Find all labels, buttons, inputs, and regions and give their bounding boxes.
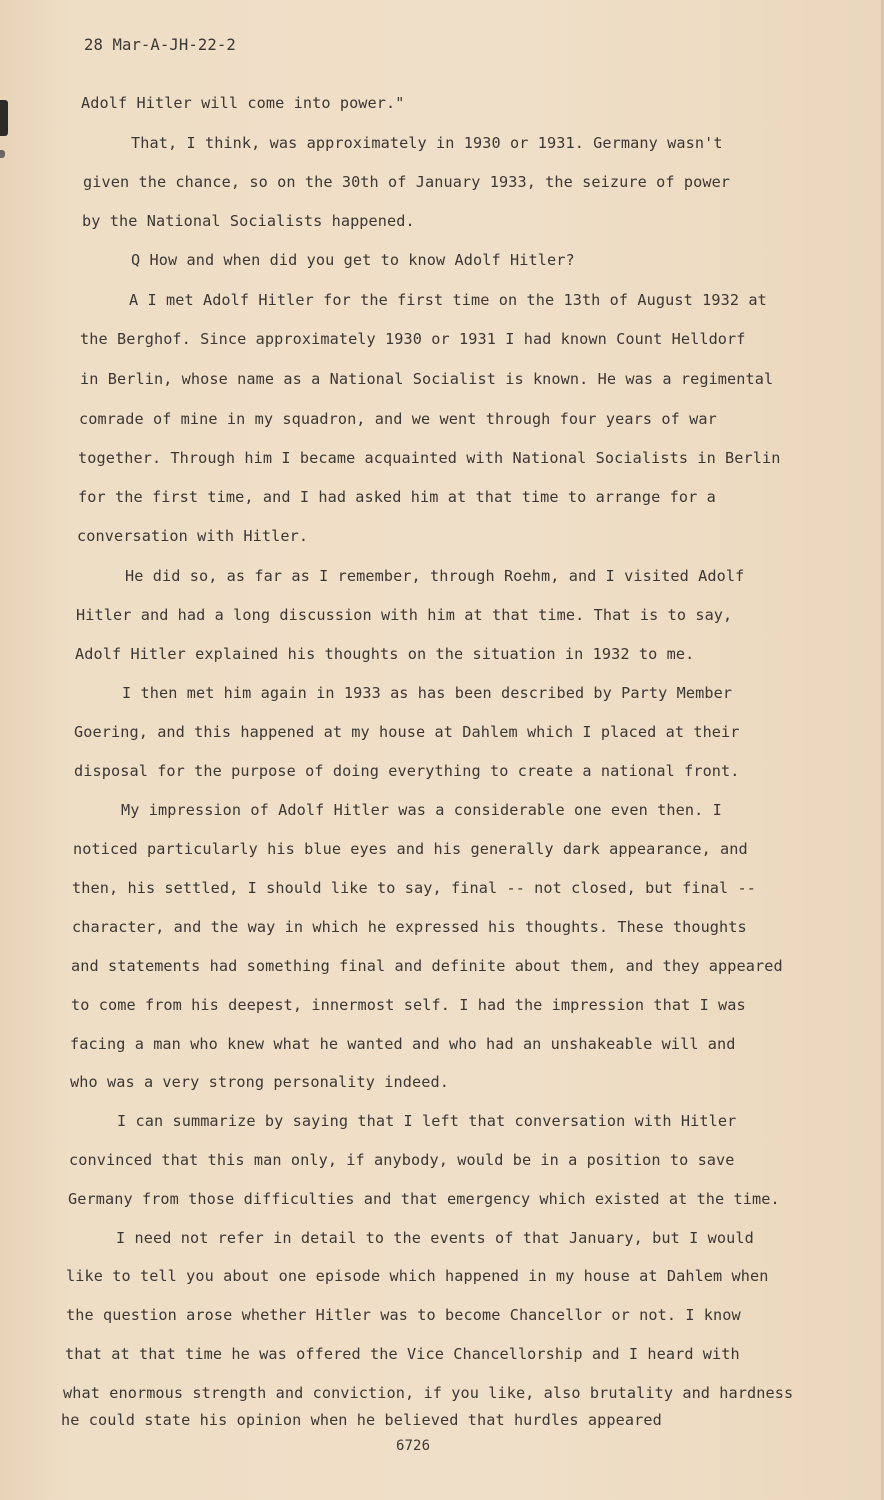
- text-line: convinced that this man only, if anybody, would be in a position to save: [69, 1151, 735, 1169]
- text-line: character, and the way in which he expressed his thoughts. These thoughts: [72, 918, 747, 936]
- text-line: and statements had something final and definite about them, and they appeared: [71, 957, 783, 975]
- text-line: Adolf Hitler will come into power.": [81, 94, 405, 112]
- text-line: facing a man who knew what he wanted and who had an unshakeable will and: [70, 1035, 736, 1053]
- text-line: My impression of Adolf Hitler was a considerable one even then. I: [121, 801, 722, 819]
- text-line: the question arose whether Hitler was to become Chancellor or not. I know: [66, 1306, 741, 1324]
- text-line: for the first time, and I had asked him at that time to arrange for a: [78, 488, 716, 506]
- text-line: the Berghof. Since approximately 1930 or 1931 I had known Count Helldorf: [80, 330, 746, 348]
- text-line: Q How and when did you get to know Adolf Hitler?: [131, 251, 575, 269]
- page-number: 6726: [396, 1438, 431, 1454]
- text-line: A I met Adolf Hitler for the first time on the 13th of August 1932 at: [129, 291, 767, 309]
- text-line: Goering, and this happened at my house at Dahlem which I placed at their: [74, 723, 740, 741]
- text-line: like to tell you about one episode which happened in my house at Dahlem when: [66, 1267, 769, 1285]
- text-line: that at that time he was offered the Vice Chancellorship and I heard with: [65, 1345, 740, 1363]
- text-line: I then met him again in 1933 as has been described by Party Member: [122, 684, 733, 702]
- text-line: together. Through him I became acquainted with National Socialists in Berlin: [78, 449, 781, 467]
- text-line: Adolf Hitler explained his thoughts on the situation in 1932 to me.: [75, 645, 695, 663]
- text-line: given the chance, so on the 30th of January 1933, the seizure of power: [83, 173, 731, 191]
- text-line: conversation with Hitler.: [77, 527, 309, 545]
- text-line: to come from his deepest, innermost self. I had the impression that I was: [71, 996, 746, 1014]
- text-line: he could state his opinion when he believed that hurdles appeared: [61, 1411, 662, 1429]
- text-line: in Berlin, whose name as a National Socialist is known. He was a regimental: [80, 370, 774, 388]
- binder-mark-small: [0, 150, 5, 158]
- binder-mark: [0, 100, 8, 136]
- text-line: That, I think, was approximately in 1930 or 1931. Germany wasn't: [131, 134, 723, 152]
- text-line: I need not refer in detail to the events of that January, but I would: [116, 1229, 754, 1247]
- text-line: I can summarize by saying that I left that conversation with Hitler: [117, 1112, 737, 1130]
- text-line: disposal for the purpose of doing everything to create a national front.: [74, 762, 740, 780]
- text-line: He did so, as far as I remember, through Roehm, and I visited Adolf: [125, 567, 745, 585]
- text-line: who was a very strong personality indeed.: [70, 1073, 449, 1091]
- text-line: what enormous strength and conviction, if you like, also brutality and hardness: [63, 1384, 794, 1402]
- page-header: 28 Mar-A-JH-22-2: [84, 36, 236, 54]
- text-line: Germany from those difficulties and that emergency which existed at the time.: [68, 1190, 780, 1208]
- text-line: by the National Socialists happened.: [82, 212, 415, 230]
- text-line: comrade of mine in my squadron, and we went through four years of war: [79, 410, 717, 428]
- text-line: Hitler and had a long discussion with him at that time. That is to say,: [76, 606, 733, 624]
- text-line: noticed particularly his blue eyes and his generally dark appearance, and: [73, 840, 748, 858]
- text-line: then, his settled, I should like to say, final -- not closed, but final --: [72, 879, 757, 897]
